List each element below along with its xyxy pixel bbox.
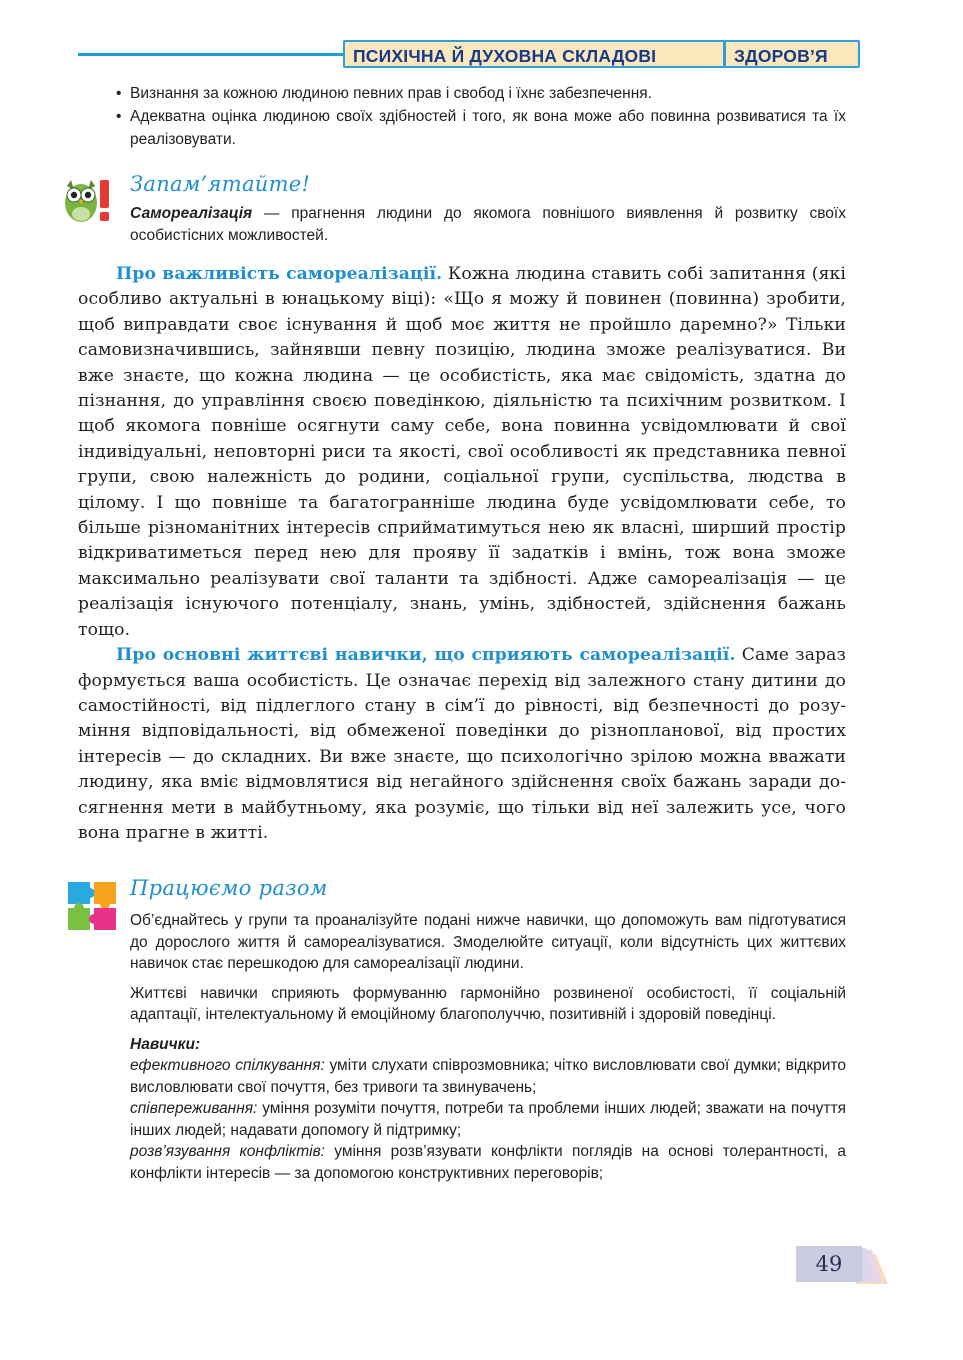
work-together-block xyxy=(130,910,846,1184)
skill-item xyxy=(130,1055,846,1098)
definition-block xyxy=(130,203,846,247)
owl-exclamation-icon xyxy=(62,176,114,224)
main-text xyxy=(78,262,846,846)
list-item: • Адекватна оцінка людиною своїх здібностей і того, як вона може або повинна розвиватися та їх реалізовувати. xyxy=(116,105,846,151)
list-item: • Визнання за кожною людиною певних прав і свобод і їхнє забезпечення. xyxy=(116,82,846,105)
puzzle-icon xyxy=(66,880,120,932)
defined-term: Самореалізація xyxy=(130,205,253,222)
paragraph-text: Кожна людина ставить собі запитання (які особливо актуальні в юнацькому віці): «Що я можу й повинен (повинна) зробити, щоб виправдати своє існування й щоб моє життя не пройшло даремно?» Тільки самовизначившись, зайнявши певну позицію, людина зможе реалізуватися. Ви вже знаєте, що кожна людина — це особистість, яка має свідомість, здатна до пізнання, до управління своєю поведінкою, діяльністю та психічним розвитком. І щоб якомога повніше осягнути саму себе, вона повинна усвідомлювати й свої індивідуальні, неповторні риси та якості, свої особливості як представника певної групи, свою належність до родини, соціальної групи, суспільства, людства в цілому. І що повніше та багатогранніше людина буде усвідомлювати себе, то більше різноманітних інтересів сприйматимуться нею як власні, ширший простір відкриватиметься перед нею для прояву її задатків і вмінь, тож вона зможе максимально реалізувати свої таланти та здібності. Адже самореалізація — це реалізація існуючого потенціалу, знань, умінь, здібностей, здійснення бажань тощо. xyxy=(78,264,846,640)
page-number: 49 xyxy=(796,1246,862,1282)
page-number-tab xyxy=(796,1246,896,1286)
header-rule xyxy=(78,53,343,56)
skill-item xyxy=(130,1141,846,1184)
header-chapter-title: ЗДОРОВ’Я xyxy=(724,40,860,68)
task-text: Об’єднайтесь у групи та проаналізуйте подані нижче навички, що допоможуть вам підготуватися до дорослого життя й самореалізуватися. Змоделюйте ситуації, коли відсутність цих життєвих навичок стає перешкодою для самореалізації людини. xyxy=(130,912,846,972)
bullet-list xyxy=(116,82,846,151)
definition-text: — прагнення людини до якомога повнішого виявлення й розвитку своїх особистісних можливостей. xyxy=(130,205,846,244)
paragraph-lead: Про основні життєві навички, що сприяють самореалізації. xyxy=(116,645,736,666)
info-text: Життєві навички сприяють формуванню гармонійно розвиненої особистості, її соціальній адаптації, інтелектуальному й емоційному благополуччю, позитивній і здоровій поведінці. xyxy=(130,984,846,1023)
skill-text: уміння розуміти почуття, потреби та проблеми інших людей; зважати на почуття інших людей; надавати допомогу й підтримку; xyxy=(130,1100,846,1139)
header-section-title: ПСИХІЧНА Й ДУХОВНА СКЛАДОВІ xyxy=(343,40,725,68)
paragraph xyxy=(78,643,846,846)
skill-term: співпереживання: xyxy=(130,1100,258,1117)
paragraph-lead: Про важливість самореалізації. xyxy=(116,264,443,284)
skill-term: ефективного спілкування: xyxy=(130,1057,325,1074)
skill-text: уміти слухати співрозмовника; чітко висловлювати свої думки; відкрито висловлювати свої почуття, без тривоги та звинувачень; xyxy=(130,1057,846,1096)
skills-title: Навички: xyxy=(130,1035,201,1053)
paragraph xyxy=(78,262,846,643)
skill-text: уміння розв’язувати конфлікти поглядів на основі толерантності, а конфлікти інтересів — за допомогою конструктивних переговорів; xyxy=(130,1143,846,1182)
skill-item xyxy=(130,1098,846,1141)
work-together-heading: Працюємо разом xyxy=(130,876,328,900)
remember-heading: Запам’ятайте! xyxy=(130,172,311,196)
paragraph-text: Саме зараз формується ваша особистість. Це означає перехід від залежного стану дитини до самостійності, від підлеглого стану в сім’ї до рівності, від безпечності до розуміння відповідальності, від обмеженої поведінки до різнопланової, від простих інтересів — до складних. Ви вже знаєте, що психологічно зрілою можна вважати людину, яка вміє відмовлятися від негайного здійснення своїх бажань заради досягнення мети в майбутньому, яка розуміє, що тільки від неї залежить усе, чого вона прагне в житті. xyxy=(78,645,846,843)
skill-term: розв’язування конфліктів: xyxy=(130,1143,325,1160)
